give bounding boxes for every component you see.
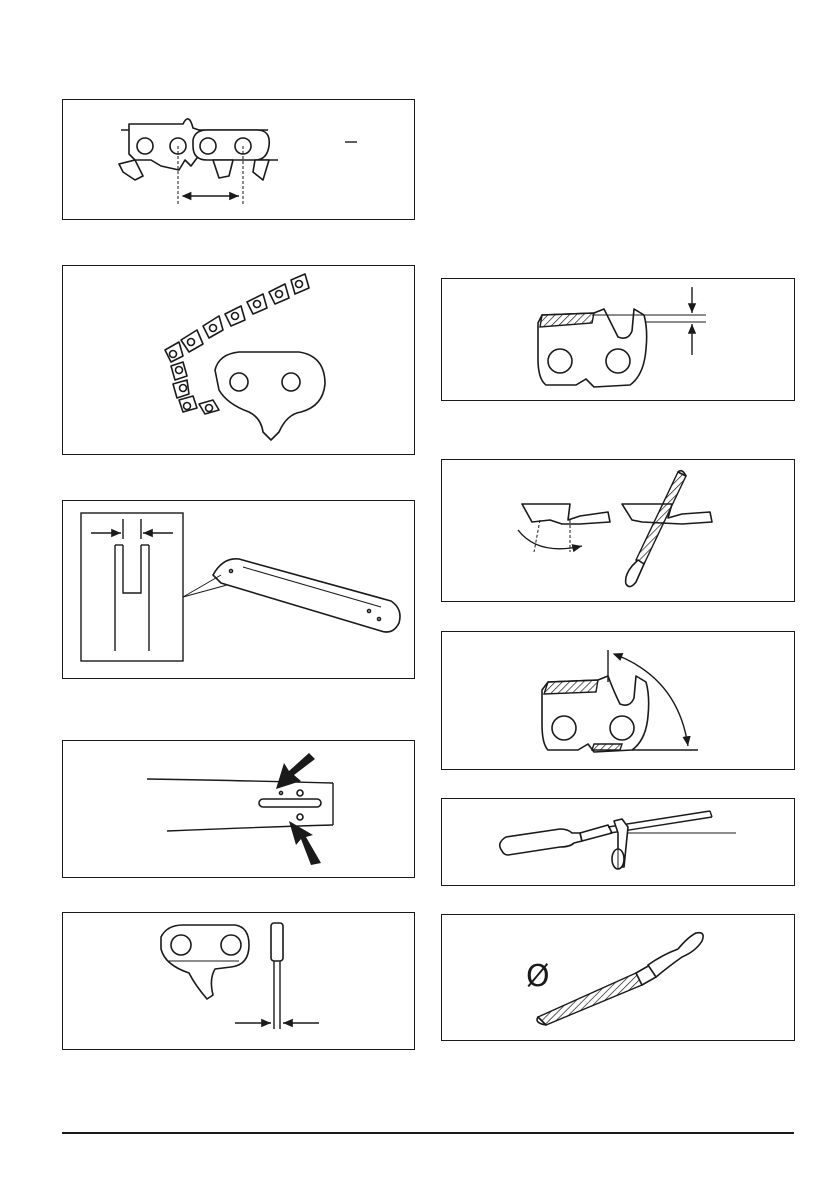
guide-bar-nose-arrows-diagram — [63, 741, 416, 879]
figure-file-holder — [441, 798, 795, 886]
figure-round-file-diameter — [441, 914, 795, 1041]
footer-rule — [62, 1132, 794, 1134]
figure-drive-link-gauge — [62, 912, 415, 1050]
drive-link-thickness-diagram — [63, 913, 416, 1051]
figure-top-plate-angle — [441, 631, 795, 770]
file-holder-diagram — [442, 799, 796, 887]
figure-sharpening-angle — [441, 459, 795, 602]
diameter-symbol: Ø — [526, 959, 550, 994]
figure-bar-lubrication-holes — [62, 740, 415, 878]
figure-chain-pitch — [62, 99, 415, 220]
figure-bar-groove-width — [62, 500, 415, 679]
round-file-diagram — [442, 915, 796, 1042]
file-angle-diagram — [442, 460, 796, 603]
figure-depth-gauge-setting — [441, 278, 795, 401]
cutter-depth-gauge-diagram — [442, 279, 796, 402]
figure-drive-link-count — [62, 265, 415, 455]
cutter-angle-arc-diagram — [442, 632, 796, 771]
guide-bar-groove-diagram — [63, 501, 416, 680]
saw-chain-loop-diagram — [63, 266, 416, 456]
chain-pitch-diagram — [63, 100, 416, 221]
